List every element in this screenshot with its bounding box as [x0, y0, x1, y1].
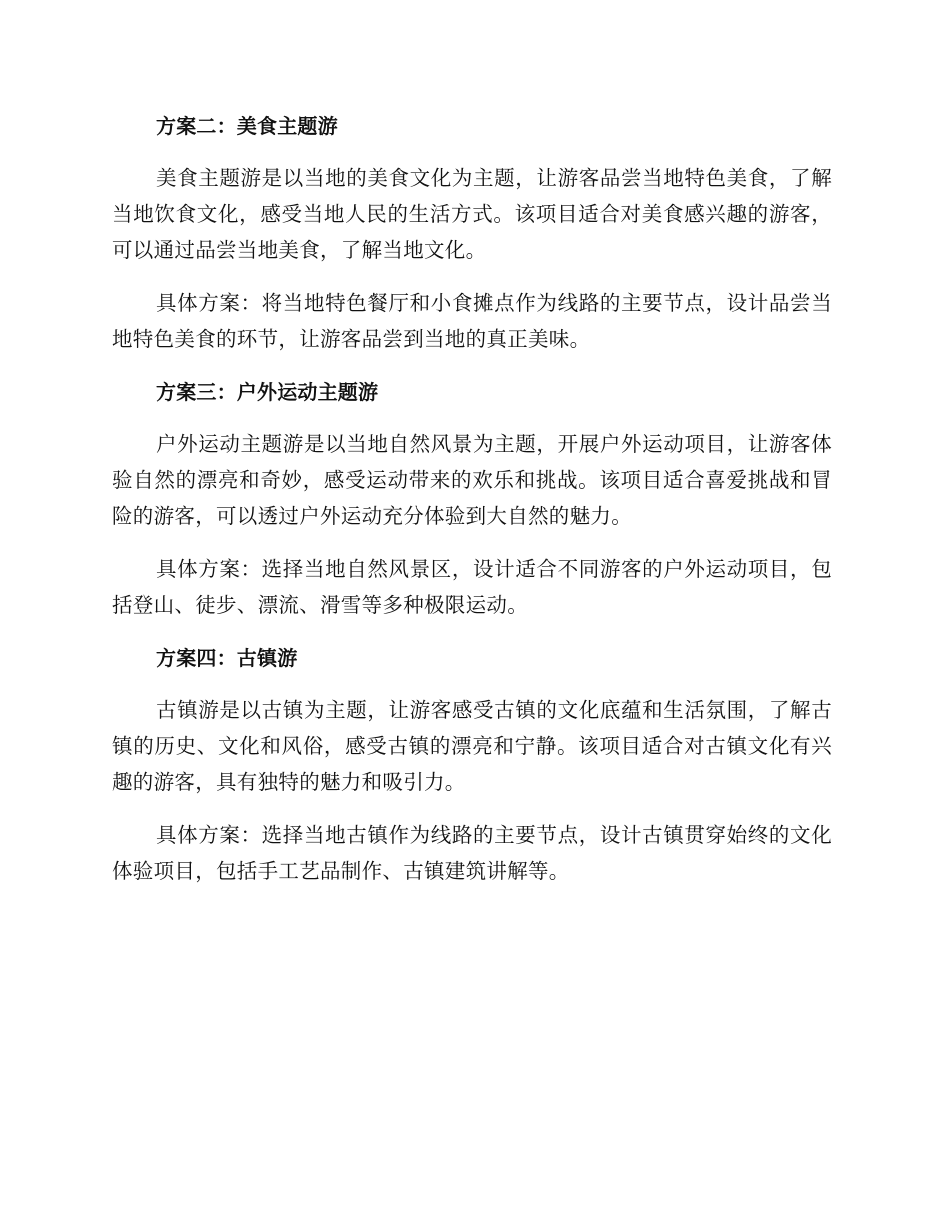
- section-description: 美食主题游是以当地的美食文化为主题，让游客品尝当地特色美食，了解当地饮食文化，感受当地人民的生活方式。该项目适合对美食感兴趣的游客，可以通过品尝当地美食，了解当地文化。: [112, 166, 832, 262]
- section-outdoor-tour: [112, 374, 832, 623]
- section-ancient-town-tour: [112, 640, 832, 889]
- section-description: 古镇游是以古镇为主题，让游客感受古镇的文化底蕴和生活氛围，了解古镇的历史、文化和风俗，感受古镇的漂亮和宁静。该项目适合对古镇文化有兴趣的游客，具有独特的魅力和吸引力。: [112, 698, 832, 794]
- section-heading: 方案三：户外运动主题游: [156, 380, 379, 404]
- section-plan: 具体方案：将当地特色餐厅和小食摊点作为线路的主要节点，设计品尝当地特色美食的环节，让游客品尝到当地的真正美味。: [112, 291, 832, 351]
- section-plan: 具体方案：选择当地古镇作为线路的主要节点，设计古镇贯穿始终的文化体验项目，包括手工艺品制作、古镇建筑讲解等。: [112, 823, 832, 883]
- section-description: 户外运动主题游是以当地自然风景为主题，开展户外运动项目，让游客体验自然的漂亮和奇妙，感受运动带来的欢乐和挑战。该项目适合喜爱挑战和冒险的游客，可以透过户外运动充分体验到大自然的魅力。: [112, 432, 832, 528]
- document-body: [112, 108, 832, 906]
- section-heading: 方案二：美食主题游: [156, 114, 338, 138]
- section-heading: 方案四：古镇游: [156, 646, 298, 670]
- section-food-tour: [112, 108, 832, 357]
- section-plan: 具体方案：选择当地自然风景区，设计适合不同游客的户外运动项目，包括登山、徒步、漂流、滑雪等多种极限运动。: [112, 557, 832, 617]
